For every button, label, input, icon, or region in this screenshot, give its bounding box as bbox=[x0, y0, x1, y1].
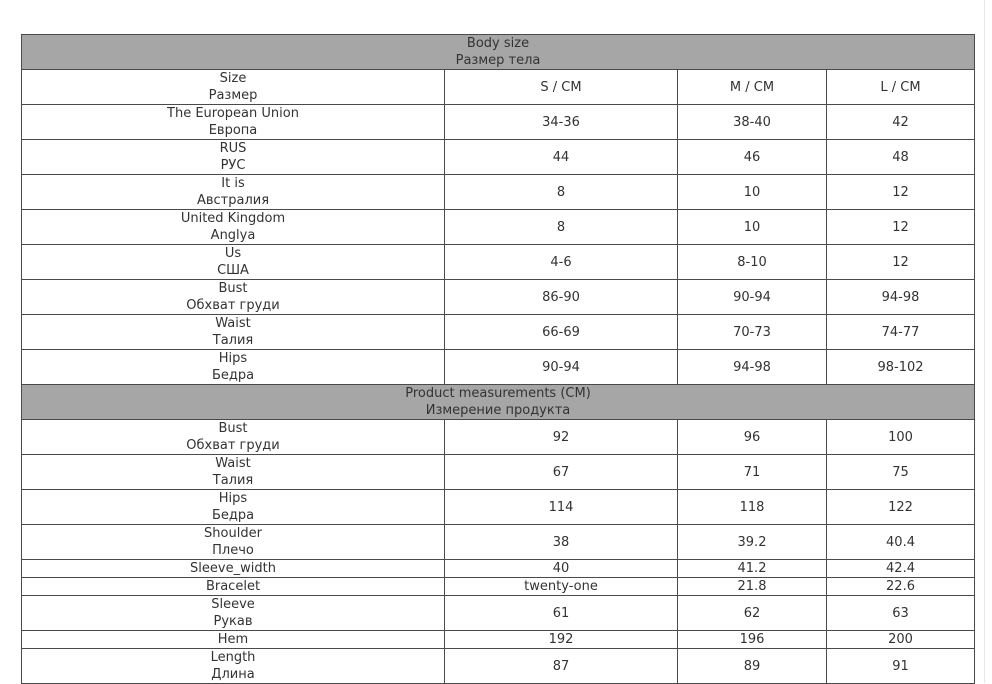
value-cell: 75 bbox=[827, 455, 975, 490]
row-label-line: Sleeve bbox=[211, 597, 255, 612]
table-row bbox=[22, 245, 975, 280]
row-label-line: It is bbox=[221, 176, 245, 191]
table-row bbox=[22, 280, 975, 315]
row-label-line: Bust bbox=[218, 281, 248, 296]
value-cell: 90-94 bbox=[678, 280, 827, 315]
table-row bbox=[22, 490, 975, 525]
table-row bbox=[22, 140, 975, 175]
value-cell: 38-40 bbox=[678, 105, 827, 140]
row-label-cell bbox=[22, 525, 445, 560]
value-cell: 92 bbox=[445, 420, 678, 455]
row-label-line: Размер bbox=[208, 88, 258, 103]
row-label-line: Длина bbox=[211, 667, 255, 682]
row-label-line: Anglya bbox=[210, 228, 256, 243]
value-cell: 42 bbox=[827, 105, 975, 140]
row-label-line: Рукав bbox=[213, 614, 253, 629]
value-cell: 8-10 bbox=[678, 245, 827, 280]
row-label-cell bbox=[22, 315, 445, 350]
row-label-line: Us bbox=[224, 246, 242, 261]
value-cell: 44 bbox=[445, 140, 678, 175]
value-cell: 87 bbox=[445, 649, 678, 684]
section-title bbox=[22, 35, 975, 70]
row-label-line: Hips bbox=[218, 491, 248, 506]
value-cell: twenty-one bbox=[445, 578, 678, 596]
value-cell: 4-6 bbox=[445, 245, 678, 280]
value-cell: 12 bbox=[827, 210, 975, 245]
value-cell: 196 bbox=[678, 631, 827, 649]
row-label-line: RUS bbox=[219, 141, 247, 156]
value-cell: 90-94 bbox=[445, 350, 678, 385]
value-cell: L / CM bbox=[827, 70, 975, 105]
row-label-line: Европа bbox=[208, 123, 258, 138]
value-cell: 12 bbox=[827, 245, 975, 280]
value-cell: 61 bbox=[445, 596, 678, 631]
row-label-line: Hips bbox=[218, 351, 248, 366]
row-label-cell bbox=[22, 649, 445, 684]
table-row bbox=[22, 175, 975, 210]
section-title-line: Product measurements (CM) bbox=[405, 386, 591, 401]
value-cell: 8 bbox=[445, 210, 678, 245]
value-cell: 41.2 bbox=[678, 560, 827, 578]
value-cell: 21.8 bbox=[678, 578, 827, 596]
row-label-cell bbox=[22, 596, 445, 631]
value-cell: 8 bbox=[445, 175, 678, 210]
row-label-line: Бедра bbox=[211, 508, 255, 523]
row-label-cell bbox=[22, 175, 445, 210]
value-cell: 62 bbox=[678, 596, 827, 631]
row-label-line: Талия bbox=[212, 333, 254, 348]
row-label-cell bbox=[22, 420, 445, 455]
size-chart-table bbox=[21, 34, 975, 684]
value-cell: S / CM bbox=[445, 70, 678, 105]
value-cell: 192 bbox=[445, 631, 678, 649]
value-cell: 34-36 bbox=[445, 105, 678, 140]
row-label-line: Waist bbox=[215, 316, 251, 331]
table-row bbox=[22, 210, 975, 245]
table-row bbox=[22, 420, 975, 455]
value-cell: 122 bbox=[827, 490, 975, 525]
value-cell: 70-73 bbox=[678, 315, 827, 350]
size-chart-body bbox=[22, 35, 975, 684]
row-label-cell bbox=[22, 631, 445, 649]
value-cell: M / CM bbox=[678, 70, 827, 105]
value-cell: 40.4 bbox=[827, 525, 975, 560]
value-cell: 10 bbox=[678, 210, 827, 245]
value-cell: 63 bbox=[827, 596, 975, 631]
value-cell: 39.2 bbox=[678, 525, 827, 560]
row-label-line: Length bbox=[210, 650, 256, 665]
value-cell: 46 bbox=[678, 140, 827, 175]
value-cell: 67 bbox=[445, 455, 678, 490]
value-cell: 71 bbox=[678, 455, 827, 490]
row-label-cell bbox=[22, 140, 445, 175]
row-label-cell bbox=[22, 455, 445, 490]
section-header-row bbox=[22, 35, 975, 70]
row-label-line: Обхват груди bbox=[186, 298, 280, 313]
table-row bbox=[22, 631, 975, 649]
row-label-line: Обхват груди bbox=[186, 438, 280, 453]
value-cell: 42.4 bbox=[827, 560, 975, 578]
table-row bbox=[22, 525, 975, 560]
section-header-row bbox=[22, 385, 975, 420]
section-title-line: Измерение продукта bbox=[425, 403, 571, 418]
row-label-cell bbox=[22, 578, 445, 596]
row-label-line: Waist bbox=[215, 456, 251, 471]
row-label-line: Size bbox=[219, 71, 247, 86]
section-title-line: Body size bbox=[466, 36, 530, 51]
value-cell: 86-90 bbox=[445, 280, 678, 315]
section-title bbox=[22, 385, 975, 420]
row-label-line: Бедра bbox=[211, 368, 255, 383]
table-row bbox=[22, 578, 975, 596]
row-label-cell bbox=[22, 245, 445, 280]
table-row bbox=[22, 350, 975, 385]
row-label-line: Талия bbox=[212, 473, 254, 488]
value-cell: 48 bbox=[827, 140, 975, 175]
value-cell: 94-98 bbox=[827, 280, 975, 315]
value-cell: 200 bbox=[827, 631, 975, 649]
row-label-cell bbox=[22, 210, 445, 245]
row-label-line: РУС bbox=[220, 158, 246, 173]
value-cell: 94-98 bbox=[678, 350, 827, 385]
table-row bbox=[22, 649, 975, 684]
row-label-line: The European Union bbox=[167, 106, 299, 121]
value-cell: 66-69 bbox=[445, 315, 678, 350]
row-label-cell bbox=[22, 105, 445, 140]
value-cell: 98-102 bbox=[827, 350, 975, 385]
value-cell: 22.6 bbox=[827, 578, 975, 596]
value-cell: 12 bbox=[827, 175, 975, 210]
table-row bbox=[22, 70, 975, 105]
table-row bbox=[22, 105, 975, 140]
row-label-line: США bbox=[217, 263, 249, 278]
value-cell: 40 bbox=[445, 560, 678, 578]
row-label-line: Sleeve_width bbox=[190, 561, 276, 576]
value-cell: 114 bbox=[445, 490, 678, 525]
row-label-line: Hem bbox=[217, 632, 249, 647]
table-row bbox=[22, 315, 975, 350]
row-label-cell bbox=[22, 70, 445, 105]
row-label-line: Bracelet bbox=[205, 579, 261, 594]
value-cell: 74-77 bbox=[827, 315, 975, 350]
value-cell: 100 bbox=[827, 420, 975, 455]
value-cell: 91 bbox=[827, 649, 975, 684]
row-label-line: Bust bbox=[218, 421, 248, 436]
row-label-cell bbox=[22, 490, 445, 525]
row-label-line: Австралия bbox=[196, 193, 270, 208]
value-cell: 89 bbox=[678, 649, 827, 684]
value-cell: 96 bbox=[678, 420, 827, 455]
table-row bbox=[22, 560, 975, 578]
row-label-cell bbox=[22, 350, 445, 385]
table-row bbox=[22, 596, 975, 631]
table-row bbox=[22, 455, 975, 490]
page-divider-line bbox=[984, 0, 985, 683]
section-title-line: Размер тела bbox=[455, 53, 541, 68]
row-label-line: United Kingdom bbox=[180, 211, 286, 226]
value-cell: 118 bbox=[678, 490, 827, 525]
row-label-line: Shoulder bbox=[204, 526, 262, 541]
value-cell: 38 bbox=[445, 525, 678, 560]
value-cell: 10 bbox=[678, 175, 827, 210]
row-label-cell bbox=[22, 280, 445, 315]
row-label-line: Плечо bbox=[212, 543, 254, 558]
row-label-cell bbox=[22, 560, 445, 578]
